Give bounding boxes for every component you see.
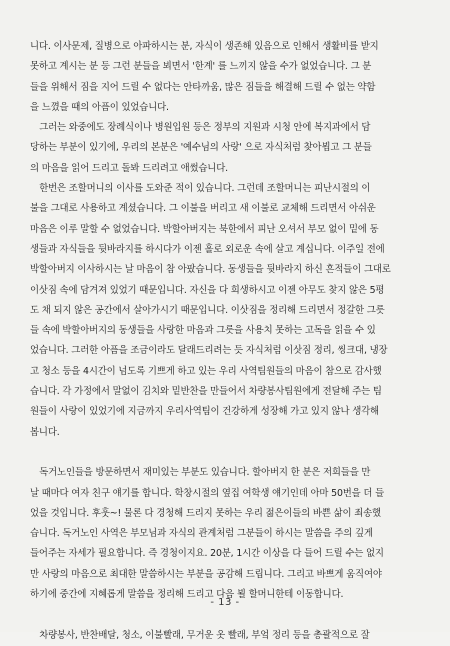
paragraph-spacer xyxy=(30,443,418,463)
text-line: 봅니다. xyxy=(30,426,60,438)
text-line: 들 속에 박할아버지의 동생들을 사랑한 마음과 그릇을 사용치 못하는 고독을 읽을 수 있 xyxy=(30,325,376,337)
text-line: 날 때마다 여자 친구 얘기를 합니다. 학창시절의 옆집 여학생 얘기인데 아마 50번을 더 들 xyxy=(30,487,385,499)
text-line: 이삿짐 속에 담겨져 있었기 때문입니다. 자신을 다 희생하시고 이젠 아무도 찾지 않은 5평 xyxy=(30,284,385,296)
paragraph xyxy=(30,463,418,605)
paragraph xyxy=(30,37,418,118)
text-line: 의 마음을 읽어 드리고 돌봐 드리려고 애썼습니다. xyxy=(30,162,228,174)
text-line: 도 채 되지 않은 공간에서 살아가시기 때문입니다. 이삿짐을 정리해 드리면서 정갈한 그릇 xyxy=(30,304,385,316)
text-line: 만 사랑의 마음으로 최대한 말씀하시는 부분을 공감해 드립니다. 그리고 바쁘게 움직여야 xyxy=(30,568,382,580)
text-line: 마음은 이루 말할 수 없었습니다. 박할아버지는 북한에서 피난 오셔서 부모 없이 밑에 동 xyxy=(30,223,379,235)
text-line: 원들이 사랑이 있었기에 지금까지 우리사역팀이 건강하게 성장해 가고 있지 않나 생각해 xyxy=(30,406,379,418)
text-line: 당하는 부분이 있기에, 우리의 본분은 '예수님의 사랑' 으로 자식처럼 찾아뵙고 그 분들 xyxy=(30,142,372,154)
text-line: 고 청소 등을 4시간이 넘도록 기쁘게 하고 있는 우리 사역팀원들의 마음이 참으로 감사했 xyxy=(30,365,382,377)
text-line: 들을 위해서 짐을 지어 드릴 수 없다는 안타까움, 많은 짐들을 해결해 드릴 수 없는 약함 xyxy=(30,81,376,93)
text-line: 었을 것입니다. 후훗~! 물론 다 경청해 드리지 못하는 우리 젊은이들의 바쁜 삶이 죄송했 xyxy=(30,507,381,519)
text-line: 박할아버지 이사하시는 날 마음이 참 아팠습니다. 동생들을 뒷바라지 하신 흔적들이 그대로 xyxy=(30,264,391,276)
text-line: 불을 그대로 사용하고 계셨습니다. 그 이불을 버리고 새 이불로 교체해 드리면서 아쉬운 xyxy=(30,203,376,215)
text-line: 그러는 와중에도 장례식이나 병원입원 등은 정부의 지원과 시청 안에 복지과에서 담 xyxy=(30,122,371,134)
document-body xyxy=(30,37,418,646)
paragraph xyxy=(30,626,418,646)
text-line: 생들과 자식들을 뒷바라지를 하시다가 이젠 홀로 외로운 속에 살고 계십니다. 이주일 전에 xyxy=(30,243,385,255)
text-line: 못하고 계시는 분 등 그런 분들을 뵈면서 '한계' 를 느끼지 않을 수가 없었습니다. 그 분 xyxy=(30,61,372,73)
paragraph xyxy=(30,118,418,179)
paragraph-spacer xyxy=(30,605,418,625)
text-line: 습니다. 독거노인 사역은 부모님과 자식의 관계처럼 그분들이 하시는 말씀을 주의 깊게 xyxy=(30,528,373,540)
text-line: 습니다. 각 가정에서 말없이 김치와 밑반찬을 만들어서 차량봉사팀원에게 전달해 주는 팀 xyxy=(30,386,382,398)
text-line: 한번은 조할머니의 이사를 도와준 적이 있습니다. 그런데 조할머니는 피난시절의 이 xyxy=(30,183,371,195)
text-line: 차량봉사, 반찬배달, 청소, 이불빨래, 무거운 옷 빨래, 부엌 정리 등을 총괄적으로 잘 xyxy=(30,629,370,641)
text-line: 하기에 중간에 지혜롭게 말씀을 정리해 드리고 다음 뵐 할머니한테 이동합니다. xyxy=(30,589,344,601)
page-number: - 13 - xyxy=(210,597,240,608)
text-line: 을 느꼈을 때의 아픔이 있었습니다. xyxy=(30,101,169,113)
text-line: 니다. 이사문제, 질병으로 아파하시는 분, 자식이 생존해 있음으로 인해서 생활비를 받지 xyxy=(30,41,379,52)
text-line: 들어주는 자세가 필요합니다. 즉 경청이지요. 20분, 1시간 이상을 다 들어 드릴 수는 없지 xyxy=(30,548,384,560)
paragraph xyxy=(30,179,418,443)
text-line: 독거노인들을 방문하면서 재미있는 부분도 있습니다. 할아버지 한 분은 저희들을 만 xyxy=(30,467,371,479)
text-line: 었습니다. 그러한 아픔을 조금이라도 달래드리려는 듯 자식처럼 이삿짐 정리, 씽크대, 냉장 xyxy=(30,345,388,357)
